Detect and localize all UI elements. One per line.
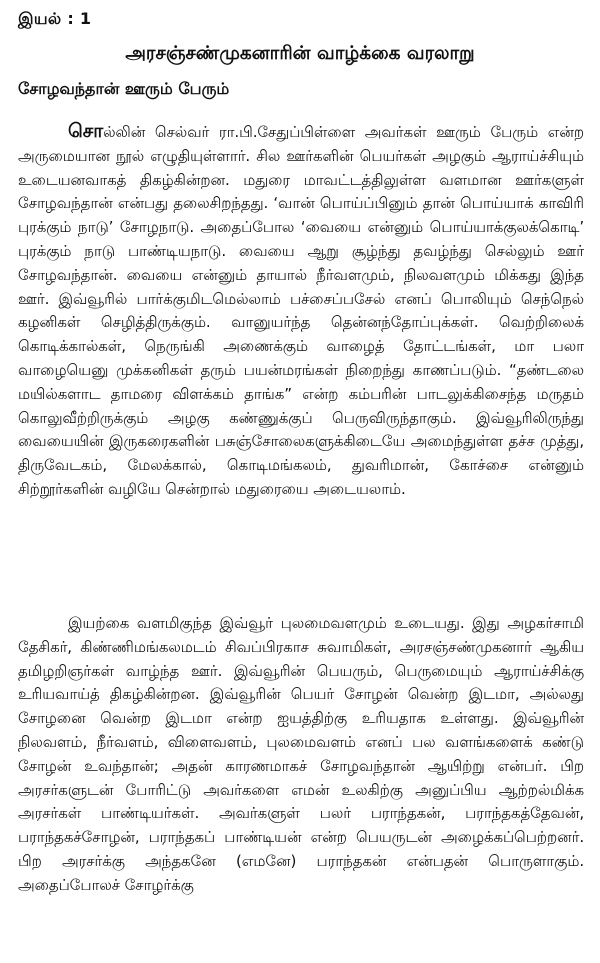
paragraph-2: இயற்கை வளமிகுந்த இவ்வூர் புலமைவளமும் உடையது. இது அழகர்சாமி தேசிகர், கிண்ணிமங்கலமடம் சிவப்பிரகாச சுவாமிகள், அரசஞ்சண்முகனார் ஆகிய தமிழறிஞர்கள் வாழ்ந்த ஊர். இவ்வூரின் பெயரும், பெருமையும் ஆராய்ச்சிக்கு உரியவாய்த் திகழ்கின்றன. இவ்வூரின் பெயர் சோழன் வென்ற இடமா, அல்லது சோழனை வென்ற இடமா என்ற ஐயத்திற்கு உரியதாக உள்ளது. இவ்வூரின் நிலவளம், நீர்வளம், விளைவளம், புலமைவளம் எனப் பல வளங்களைக் கண்டு சோழன் உவந்தான்; அதன் காரணமாகச் சோழவந்தான் ஆயிற்று என்பர். பிற அரசர்களுடன் போரிட்டு அவர்களை எமன் உலகிற்கு அனுப்பிய ஆற்றல்மிக்க அரசர்கள் பாண்டியர்கள். அவர்களுள் பலர் பராந்தகன், பராந்தகத்தேவன், பராந்தகச்சோழன், பராந்தகப் பாண்டியன் என்ற பெயருடன் அழைக்கப்பெற்றனர். பிற அரசர்க்கு அந்தகனே (எமனே) பராந்தகன் என்பதன் பொருளாகும். அதைப்போலச் சோழர்க்கு (18, 614, 584, 894)
paragraph-1-text: ல்லின் செல்வர் ரா.பி.சேதுப்பிள்ளை அவர்கள் ஊரும் பேரும் என்ற அருமையான நூல் எழுதியுள்ளார். சில ஊர்களின் பெயர்கள் அழகும் ஆராய்ச்சியும் உடையனவாகத் திகழ்கின்றன. மதுரை மாவட்டத்திலுள்ள வளமான ஊர்களுள் சோழவந்தான் என்பது தலைசிறந்தது. ‘வான் பொய்ப்பினும் தான் பொய்யாக் காவிரி புரக்கும் நாடு’ சோழநாடு. அதைப்போல ‘வையை என்னும் பொய்யாக்குலக்கொடி’ புரக்கும் நாடு பாண்டியநாடு. வையை ஆறு சூழ்ந்து தவழ்ந்து செல்லும் ஊர் சோழவந்தான். வையை என்னும் தாயால் நீர்வளமும், நிலவளமும் மிக்கது இந்த ஊர். இவ்வூரில் பார்க்குமிடமெல்லாம் பச்சைப்பசேல் எனப் பொலியும் செந்நெல் கழனிகள் செழித்திருக்கும். வானுயர்ந்த தென்னந்தோப்புக்கள். வெற்றிலைக் கொடிக்கால்கள், நெருங்கி அணைக்கும் வாழைத் தோட்டங்கள், மா பலா வாழையெனு முக்கனிகள் தரும் பயன்மரங்கள் நிறைந்து காணப்படும். “தண்டலை மயில்களாட தாமரை விளக்கம் தாங்க” என்ற கம்பரின் பாடலுக்கிசைந்த மருதம் கொலுவீற்றிருக்கும் அழகு கண்ணுக்குப் பெருவிருந்தாகும். இவ்வூரிலிருந்து வையையின் இருகரைகளின் பசுஞ்சோலைகளுக்கிடையே அமைந்துள்ள தச்ச முத்து, திருவேடகம், மேலக்கால், கொடிமங்கலம், துவரிமான், கோச்சை என்னும் சிற்றூர்களின் வழியே சென்றால் மதுரையை அடையலாம். (18, 123, 584, 498)
paragraph-1 (18, 120, 584, 502)
page-title: அரசஞ்சண்முகனாரின் வாழ்க்கை வரலாறு (125, 43, 475, 64)
section-title: சோழவந்தான் ஊரும் பேரும் (18, 79, 230, 98)
paragraph-1-initial: சொ (68, 120, 104, 142)
chapter-label: இயல் : 1 (18, 9, 92, 28)
